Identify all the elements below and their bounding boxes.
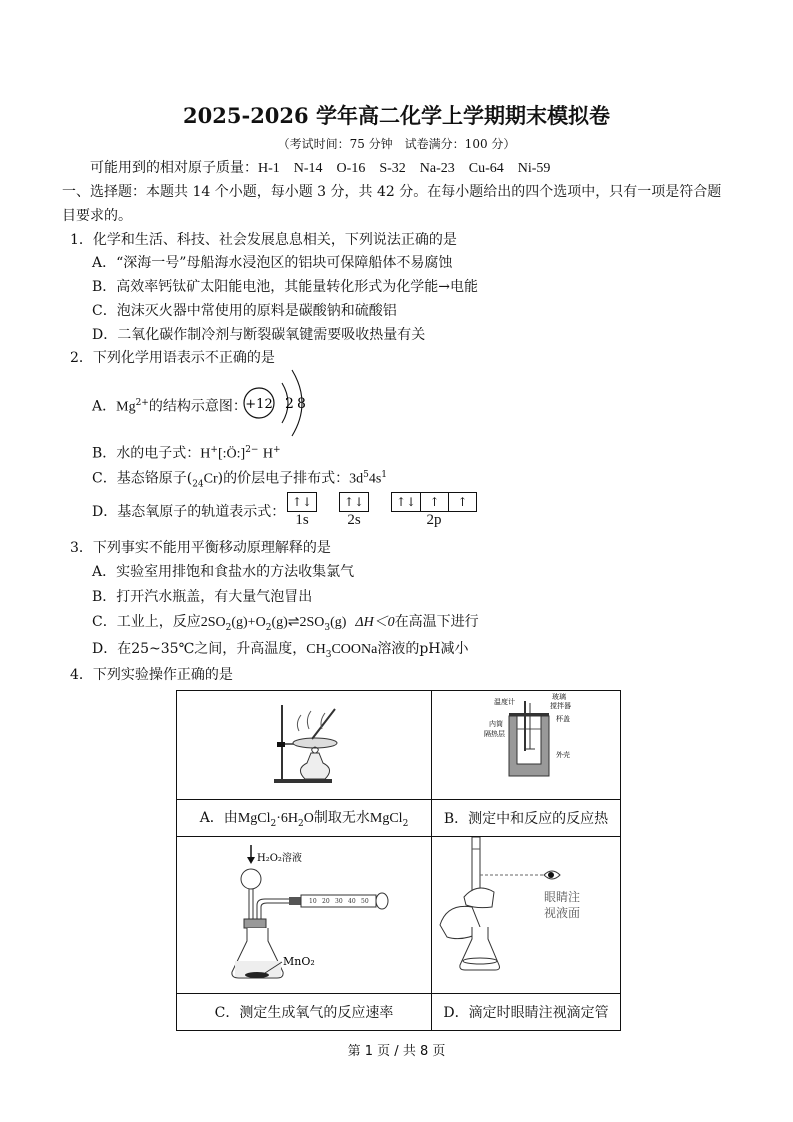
atomic-mass-label: 可能用到的相对原子质量：: [90, 160, 258, 176]
formula: COONa: [331, 642, 378, 657]
ion: Mg: [116, 399, 136, 415]
calorimeter-icon: [432, 691, 620, 795]
option-label: A．: [92, 398, 117, 415]
charge: +: [210, 445, 218, 455]
q1-option-c: C．泡沫灭火器中常使用的原料是碳酸钠和硫酸铝: [92, 303, 397, 319]
q1-stem: 1．化学和生活、科技、社会发展息息相关，下列说法正确的是: [70, 232, 457, 248]
page-title: 2025-2026 学年高二化学上学期期末模拟卷: [183, 103, 610, 128]
option-label: D．在25~35℃之间，升高温度，: [92, 641, 307, 657]
titration-icon: [432, 837, 620, 989]
q2-option-d: D．基态氧原子的轨道表示式：: [92, 504, 286, 520]
figure-d-titration: [432, 837, 621, 994]
option-text: 溶液的pH减小: [377, 641, 469, 657]
element: Cr: [203, 471, 218, 487]
caption-a: [177, 800, 432, 837]
section-intro-1: 一、选择题：本题共 14 个小题，每小题 3 分，共 42 分。在每小题给出的四个选项中，只有一项是符合题: [62, 184, 722, 200]
equation: (g)+O: [231, 615, 266, 630]
formula: MgCl: [369, 811, 403, 827]
option-text: )的价层电子排布式：: [217, 470, 350, 487]
charge: 2−: [245, 445, 259, 455]
q3-option-b: B．打开汽水瓶盖，有大量气泡冒出: [92, 589, 313, 605]
figure-c-oxygen-rate: [177, 837, 432, 994]
syringe-tick: 30: [335, 898, 343, 905]
charge: +: [273, 445, 281, 455]
q2-option-c: [92, 466, 387, 493]
atomic-mass-values: H-1 N-14 O-16 S-32 Na-23 Cu-64 Ni-59: [258, 161, 551, 176]
orbital-2p: [391, 492, 477, 529]
label-eye-note: 眼睛注: [544, 890, 581, 904]
label-stirrer: 玻璃: [552, 693, 566, 701]
q1-option-d: D．二氧化碳作制冷剂与断裂碳氧键需要吸收热量有关: [92, 327, 426, 343]
caption-text: 制取无水: [313, 810, 370, 827]
electrons: 5: [363, 470, 369, 480]
subscript: 2: [402, 818, 409, 829]
hydrogen: H: [200, 446, 211, 462]
q2-option-b: [92, 441, 281, 464]
subscript: 2: [298, 818, 304, 829]
orbital-name: 2p: [426, 512, 442, 528]
label-mno2: MnO₂: [283, 955, 315, 968]
nucleus-charge: +12: [245, 397, 273, 412]
enthalpy: ΔH＜0: [355, 615, 395, 630]
subscript: 2: [225, 622, 232, 633]
q4-stem: 4．下列实验操作正确的是: [70, 667, 233, 683]
q3-option-d: [92, 640, 469, 664]
q1-option-a: A．“深海一号”母船海水浸泡区的铝块可保障船体不易腐蚀: [92, 255, 453, 271]
section-intro-2: 目要求的。: [62, 208, 132, 224]
formula: O: [303, 811, 314, 827]
subscript: 2: [265, 622, 272, 633]
syringe-tick: 50: [361, 898, 369, 905]
label-h2o2: H₂O₂溶液: [257, 853, 302, 864]
electrons: 1: [381, 470, 388, 480]
label-lid: 杯盖: [556, 715, 570, 723]
syringe-tick: 20: [322, 898, 330, 905]
formula: ·6H: [276, 811, 299, 827]
label-outer-shell: 外壳: [556, 751, 570, 759]
label-inner-cup: 内筒: [489, 720, 503, 728]
orbital-2s: [339, 492, 369, 529]
label-thermometer: 温度计: [494, 698, 515, 706]
equation: (g)⇌2SO: [271, 615, 325, 630]
subscript: 3: [324, 622, 331, 633]
q2-stem: 2．下列化学用语表示不正确的是: [70, 350, 275, 366]
label-stirrer: 搅拌器: [550, 702, 571, 710]
atomic-number: 24: [192, 479, 204, 490]
option-label: C．工业上，反应: [92, 614, 201, 630]
equation: (g): [330, 615, 347, 630]
label-insulation: 隔热层: [484, 730, 505, 738]
subscript: 3: [325, 649, 332, 660]
orbital-cell: ↑: [420, 493, 448, 511]
exam-info: （考试时间：75 分钟 试卷满分：100 分）: [277, 137, 516, 151]
syringe-tick: 40: [348, 898, 356, 905]
orbital-name: 2s: [347, 512, 361, 528]
caption-d: D．滴定时眼睛注视滴定管: [432, 994, 621, 1031]
syringe-tick: 10: [309, 898, 317, 905]
q1-option-b: B．高效率钙钛矿太阳能电池，其能量转化形式为化学能→电能: [92, 279, 479, 295]
flask-syringe-apparatus-icon: [177, 837, 431, 989]
orbital-cell: ↑↓: [395, 495, 417, 509]
config: 4s: [368, 471, 382, 487]
caption-label: A．由: [199, 810, 238, 827]
formula: MgCl: [237, 811, 271, 827]
shell-1-electrons: 2: [285, 396, 294, 412]
oxide-ion: [:Ö:]: [217, 446, 246, 462]
q3-stem: 3．下列事实不能用平衡移动原理解释的是: [70, 540, 331, 556]
experiment-table: [176, 690, 621, 1031]
equation: 2SO: [200, 615, 226, 630]
orbital-1s: [287, 492, 317, 529]
subscript: 2: [270, 818, 277, 829]
orbital-name: 1s: [295, 512, 309, 528]
caption-c: C．测定生成氧气的反应速率: [177, 994, 432, 1031]
option-label: C．基态铬原子(: [92, 470, 193, 487]
caption-b: B．测定中和反应的反应热: [432, 800, 621, 837]
orbital-cell: ↑↓: [291, 495, 313, 509]
q3-option-c: [92, 613, 479, 637]
option-label: B．水的电子式：: [92, 445, 201, 462]
orbital-cell: ↑↓: [343, 495, 365, 509]
shell-2-electrons: 8: [297, 396, 306, 412]
option-text: 的结构示意图：: [148, 398, 247, 415]
page-number: 第 1 页 / 共 8 页: [347, 1044, 446, 1059]
evaporation-apparatus-icon: [177, 691, 431, 795]
label-eye-note: 视液面: [544, 906, 581, 920]
formula: CH: [306, 642, 326, 657]
orbital-cell: ↑: [448, 493, 476, 511]
atomic-masses: [90, 159, 550, 178]
ion-charge: 2+: [135, 398, 149, 408]
q3-option-a: A．实验室用排饱和食盐水的方法收集氯气: [92, 564, 355, 580]
figure-a-evaporation: [177, 691, 432, 800]
hydrogen: H: [262, 446, 274, 462]
option-text: 在高温下进行: [394, 614, 479, 630]
figure-b-calorimeter: [432, 691, 621, 800]
q2-option-a: [92, 394, 247, 417]
config: 3d: [349, 471, 364, 487]
mg-ion-structure-diagram: [240, 368, 320, 440]
